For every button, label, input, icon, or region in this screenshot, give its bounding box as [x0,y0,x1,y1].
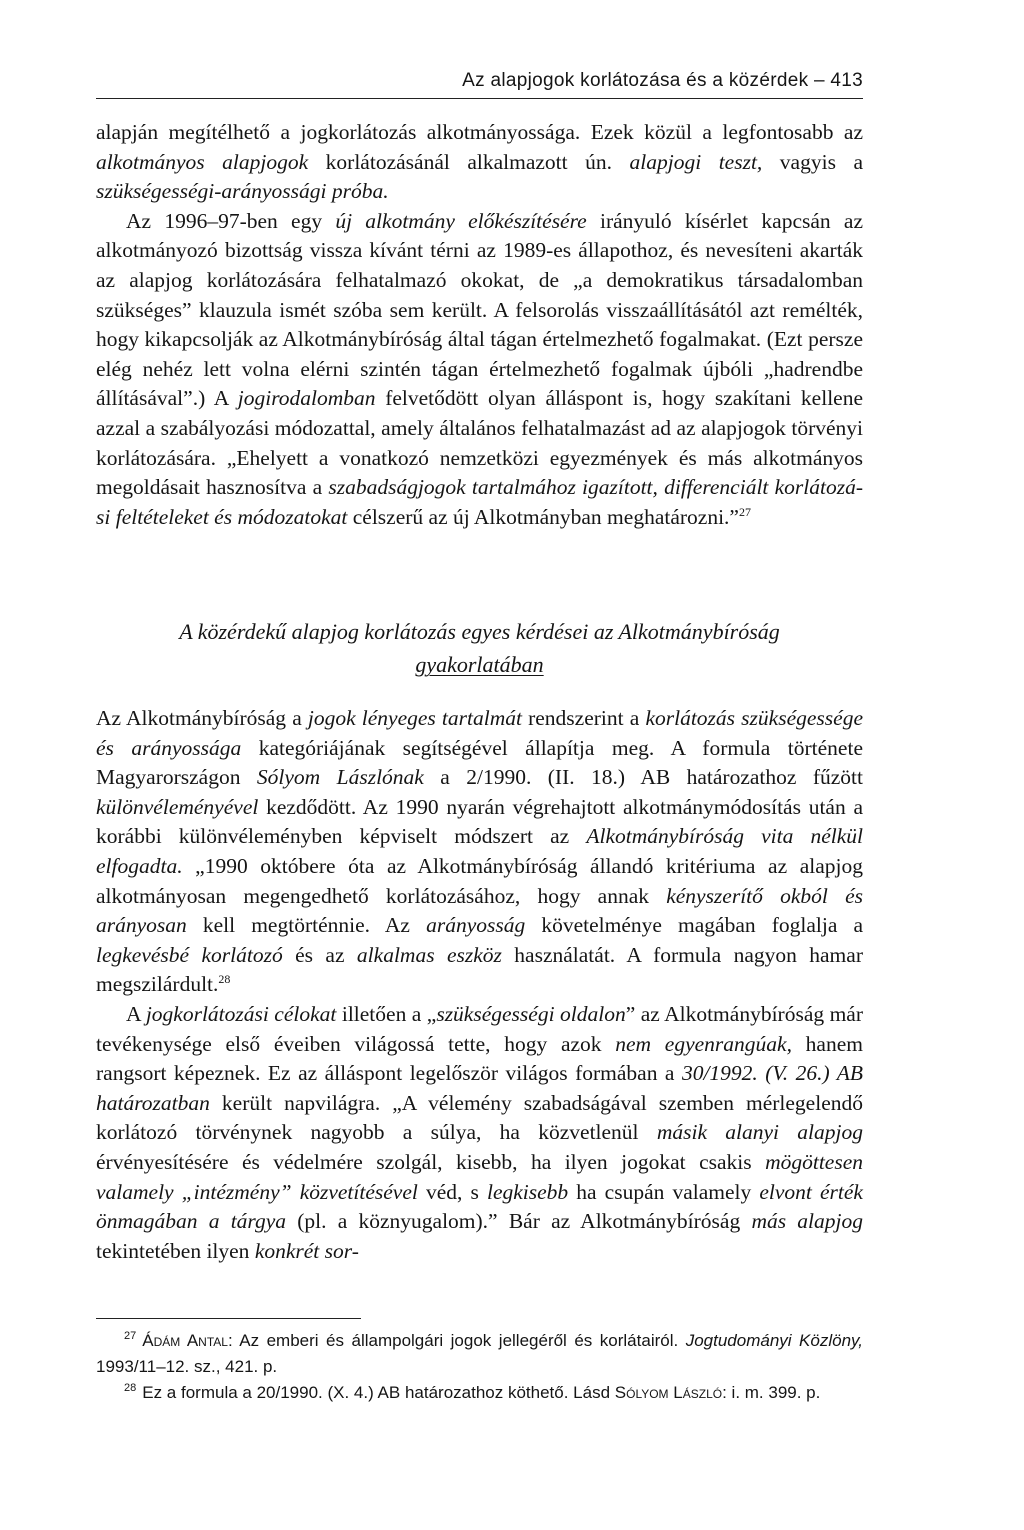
paragraph [96,704,863,1000]
text-run: : Az emberi és állampolgári jogok jellegéről és korlátairól. [227,1331,686,1350]
italic-run: alapjogi teszt, [629,149,763,174]
text-run: A [126,1001,146,1026]
text-run: vagyis a [762,149,863,174]
text-run: irányuló kísérlet kapcsán az alkotmányozó bizottság vissza kívánt térni az 1989-es állapothoz, és nevesíteni akarták az alapjog korlátozására felhatalmazó okokat, de „a demokratikus társadalomban szükséges” klauzula ismét szóba sem került. A felsorolás visszaállításától azt remélték, hogy kikapcsolják az Alkotmánybíróság által tágan értelmezhető fogalmakat. (Ezt persze elég nehéz lett volna elérni szintén tágan értelmezhető fogalmak újbóli „hadrendbe állításával”.) A [96,208,863,411]
italic-run: szabadságjogok tartalmához igazított, differenciált korlátozási feltételeket és módozatokat [96,475,863,529]
text-run: : i. m. 399. p. [722,1383,821,1402]
text-run: érvényesítésére és védelmére szolgál, kisebb, ha ilyen jogokat csakis [96,1149,766,1174]
text-run: korlátozásánál alkalmazott ún. [308,149,630,174]
footnote-number: 27 [124,1330,137,1343]
italic-run: szükségességi oldalon [436,1001,626,1026]
text-run: „1990 októbere óta az Alkotmánybíróság állandó kritériuma az alapjog alkotmányosan megengedhető korlátozásához, hogy annak [96,853,863,908]
text-run: kell megtörténnie. Az [186,913,427,938]
footnotes [96,1328,863,1406]
footnote-ref: 28 [218,972,231,987]
text-run: és az [282,942,357,967]
italic-run: 30/1992. (V. 26.) AB határozatban [96,1061,863,1115]
text-run: kategóriájának segítségével állapítja meg. A formula története Magyarországon [96,735,863,790]
author-name: Ádám Antal [142,1331,228,1350]
italic-run: kényszerítő okból és arányosan [96,883,863,938]
text-run: 1993/11–12. sz., 421. p. [96,1357,278,1376]
italic-run: konkrét sor- [254,1238,359,1263]
text-run: került napvilágra. „A vélemény szabadságával szemben mérlegelendő korlátozó törvénynek nagyobb a súlya, ha közvetlenül [96,1090,863,1145]
text-run: használatát. A formula nagyon hamar megszilárdult. [96,942,863,997]
text-run: tekintetében ilyen [96,1238,255,1263]
text-run: Ez a formula a 20/1990. (X. 4.) AB határozathoz köthető. Lásd [142,1383,615,1402]
italic-run: mögöttesen valamely „intézmény” közvetítésével [96,1149,863,1204]
text-run: célszerű az új Alkotmányban meghatározni.” [347,504,739,529]
italic-run: más alapjog [751,1209,863,1234]
text-run: követelménye magában foglalja a [525,913,863,938]
italic-run: legkevésbé korlátozó [96,942,283,967]
text-run: Az Alkotmánybíróság a [96,706,308,730]
text-run: felvetődött olyan álláspont is, hogy szakítani kellene azzal a szabályozási módozattal, amely általános felhatalmazást ad az alapjogok törvényi korlátozására. „Ehelyett a vonatkozó nemzetközi egyezmények és más alkotmányos megoldásait hasznosítva a [96,386,864,500]
italic-run: jogkorlátozási célokat [145,1001,337,1026]
footnote-ref: 27 [738,504,751,519]
italic-run: jogirodalomban [237,386,376,411]
italic-run: elvont érték önmagában a tárgya [96,1179,863,1234]
text-run: hanem rangsort képeznek. Ez az álláspont legelőször világos formában a [96,1031,863,1086]
section-heading-line-1: A közérdekű alapjog korlátozás egyes kérdései az Alkotmánybíróság [179,619,780,644]
italic-run: Jogtudományi Közlöny, [685,1331,864,1350]
running-head-text: Az alapjogok korlátozása és a közérdek – 413 [462,70,863,91]
italic-run: arányosság [426,913,526,938]
section-heading [96,615,863,681]
italic-run: alkalmas eszköz [356,942,502,967]
paragraph [96,207,863,533]
italic-run: különvéleményével [96,794,259,819]
italic-run: Sólyom Lászlónak [256,765,424,790]
italic-run: szükségességi-arányossági próba. [96,179,389,204]
author-name: Sólyom László [614,1383,723,1402]
section-heading-line-2 [96,648,863,681]
running-head [96,66,863,99]
italic-run: nem egyenrangúak, [615,1031,792,1056]
italic-run: korlátozás szükségessége és arányossága [96,706,863,760]
text-run: ” az Alkotmánybíróság már tevékenysége első éveiben világossá tette, hogy azok [96,1001,863,1056]
paragraph [96,1000,863,1266]
paragraph [96,118,863,207]
text-run: véd, s [417,1179,487,1204]
text-run: alapján megítélhető a jogkorlátozás alkotmányossága. Ezek közül a legfontosabb az [96,120,863,144]
italic-run: legkisebb [486,1179,569,1204]
text-run: (pl. a köznyugalom).” Bár az Alkotmánybíróság [286,1209,752,1234]
italic-run: új alkotmány előkészítésére [335,208,587,233]
section-1-text [96,118,863,532]
section-heading-line-2-text: gyakorlatában [415,652,544,677]
footnote-number: 28 [124,1382,137,1395]
italic-run: másik alanyi alapjog [656,1120,863,1145]
italic-run: Alkotmánybíróság vita nélkül elfogadta. [96,824,863,878]
text-run: ha csupán valamely [568,1179,760,1204]
italic-run: jogok lényeges tartalmát [307,706,522,730]
italic-run: alkotmányos alapjogok [96,149,309,174]
footnote-27 [96,1328,863,1380]
text-run: illetően a „ [336,1001,437,1026]
text-run: a 2/1990. (II. 18.) AB határozathoz fűzött [423,765,864,790]
footnote-28 [96,1380,863,1406]
footnote-divider [96,1318,361,1319]
text-run: kezdődött. Az 1990 nyarán végrehajtott alkotmánymódosítás után a korábbi különvéleményben képviselt módszert az [96,794,863,849]
text-run: Az 1996–97-ben egy [126,208,336,233]
section-2-text [96,704,863,1266]
text-run: rendszerint a [521,706,646,730]
